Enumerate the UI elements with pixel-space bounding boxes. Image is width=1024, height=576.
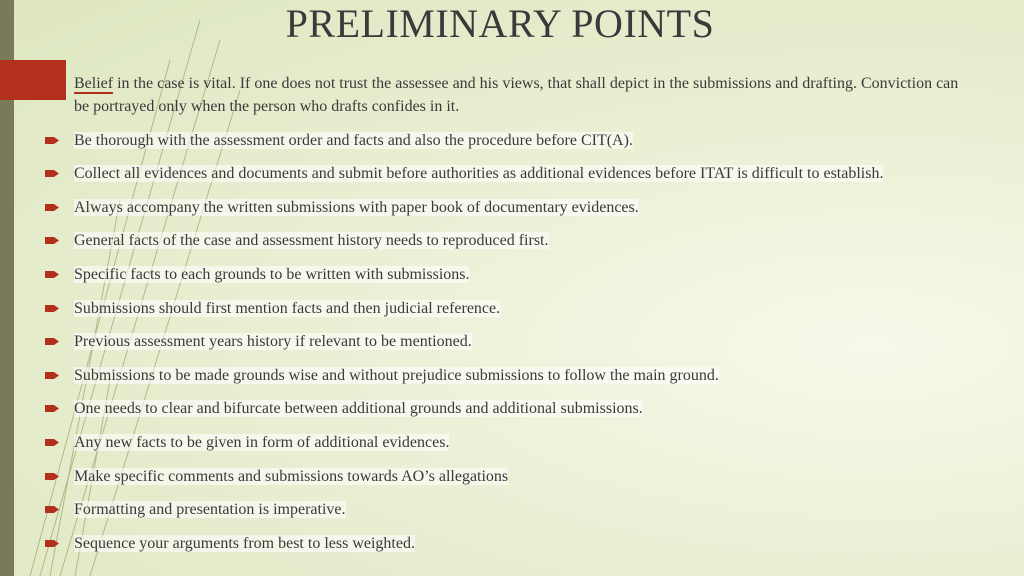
- bullet-text: Sequence your arguments from best to less weighted.: [74, 534, 415, 552]
- arrow-bullet-icon: [45, 136, 59, 145]
- list-item: [0, 297, 1024, 320]
- bullet-text: Submissions should first mention facts and then judicial reference.: [74, 299, 501, 317]
- arrow-bullet-icon: [45, 404, 59, 413]
- arrow-bullet-icon: [45, 236, 59, 245]
- bullet-text: Collect all evidences and documents and submit before authorities as additional evidences before ITAT is difficult to establish.: [74, 165, 884, 183]
- list-item: [0, 129, 1024, 152]
- bullet-text: Always accompany the written submissions with paper book of documentary evidences.: [74, 198, 639, 216]
- list-item: [0, 364, 1024, 387]
- bullet-text: Specific facts to each grounds to be written with submissions.: [74, 265, 470, 283]
- arrow-bullet-icon: [45, 169, 59, 178]
- bullet-text: Make specific comments and submissions towards AO’s allegations: [74, 467, 509, 485]
- list-item: [0, 162, 1024, 185]
- bullet-text: Any new facts to be given in form of additional evidences.: [74, 433, 450, 451]
- list-item: [0, 532, 1024, 555]
- list-item: [0, 498, 1024, 521]
- arrow-bullet-icon: [45, 438, 59, 447]
- bullet-text: Be thorough with the assessment order and facts and also the procedure before CIT(A).: [74, 131, 633, 149]
- list-item: [0, 431, 1024, 454]
- arrow-bullet-icon: [45, 539, 59, 548]
- list-item: [0, 397, 1024, 420]
- first-bullet-text: in the case is vital. If one does not trust the assessee and his views, that shall depict in the submissions and drafting. Conviction can be portrayed only when the person who drafts confides in it.: [74, 75, 959, 115]
- list-item: [0, 72, 1024, 118]
- bullet-list: [0, 72, 1024, 565]
- bullet-text: Previous assessment years history if relevant to be mentioned.: [74, 333, 472, 351]
- arrow-bullet-icon: [45, 337, 59, 346]
- list-item: [0, 263, 1024, 286]
- arrow-bullet-icon: [45, 203, 59, 212]
- list-item: [0, 465, 1024, 488]
- slide-title: PRELIMINARY POINTS: [285, 1, 715, 46]
- arrow-bullet-icon: [45, 304, 59, 313]
- emphasis-word: Belief: [74, 75, 114, 92]
- bullet-text: One needs to clear and bifurcate between additional grounds and additional submissions.: [74, 400, 643, 418]
- list-item: [0, 229, 1024, 252]
- arrow-bullet-icon: [45, 270, 59, 279]
- list-item: [0, 330, 1024, 353]
- list-item: [0, 196, 1024, 219]
- arrow-bullet-icon: [45, 505, 59, 514]
- bullet-text: General facts of the case and assessment history needs to reproduced first.: [74, 232, 549, 250]
- arrow-bullet-icon: [45, 371, 59, 380]
- arrow-bullet-icon: [45, 472, 59, 481]
- bullet-text: Submissions to be made grounds wise and without prejudice submissions to follow the main ground.: [74, 366, 719, 384]
- bullet-text: Formatting and presentation is imperative.: [74, 501, 346, 519]
